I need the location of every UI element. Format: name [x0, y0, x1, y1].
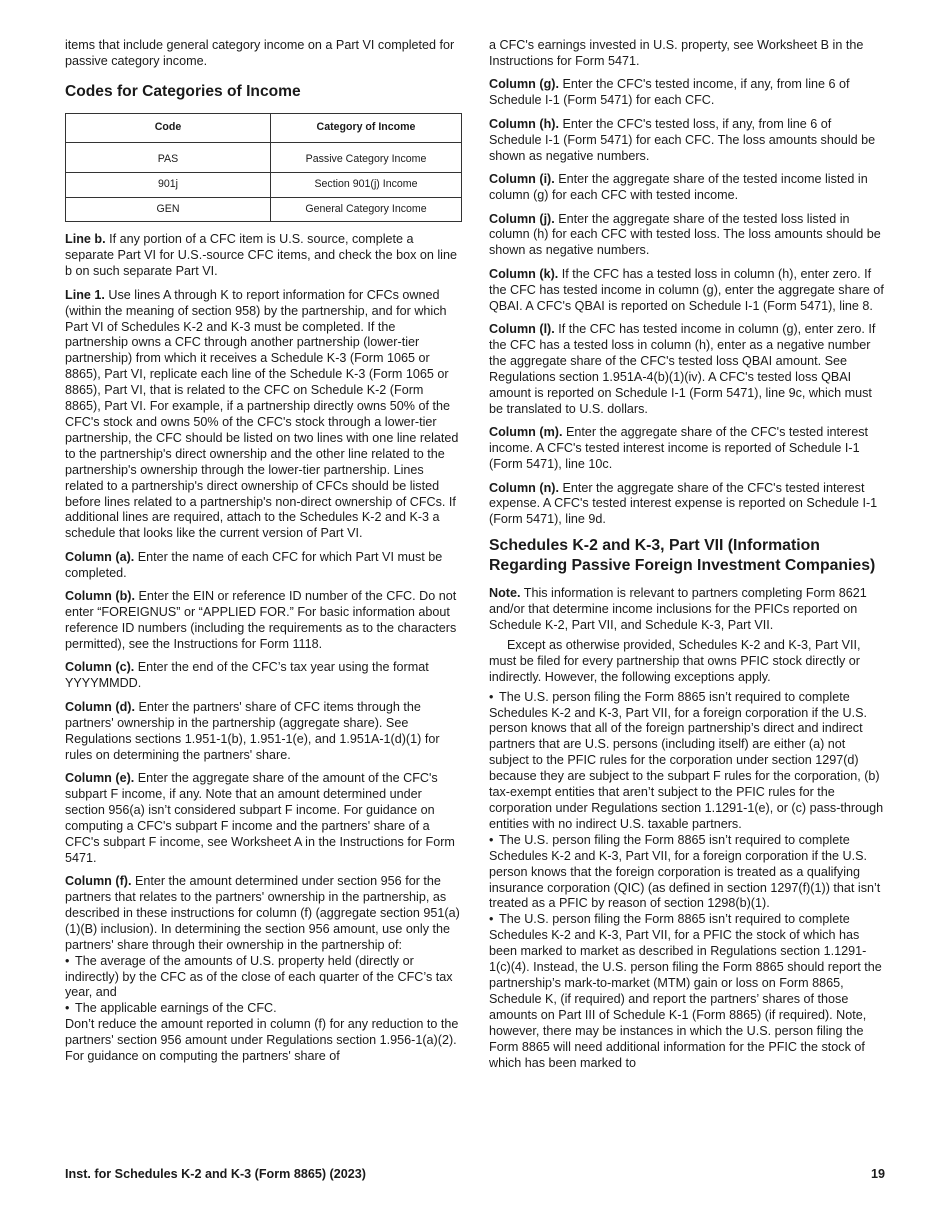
line-b-paragraph [65, 232, 460, 280]
right-column [489, 38, 884, 1071]
column-h-paragraph [489, 117, 884, 165]
paragraph-text: Enter the aggregate share of the tested income listed in column (g) for each CFC with tested income. [489, 172, 868, 203]
paragraph-text: Enter the aggregate share of the tested loss listed in column (h) for each CFC with tested loss. The loss amounts should be shown as negative numbers. [489, 211, 881, 258]
run-in-head: Note. [489, 586, 521, 601]
table-header-category: Category of Income [271, 113, 462, 142]
intro-text: items that include general category income on a Part VI completed for passive category income. [65, 38, 455, 68]
list-item [489, 912, 884, 1071]
paragraph-text: If any portion of a CFC item is U.S. source, complete a separate Part VI for U.S.-source CFC items, and check the box on line b on such separate Part VI. [65, 232, 457, 279]
run-in-head: Column (d). [65, 699, 135, 714]
paragraph-text: If the CFC has tested income in column (g), enter zero. If the CFC has a tested loss in column (h), enter as a negative number the aggregate share of the CFC's tested loss QBAI amount. See Regulations section 1.951A-4(b)(1)(iv). A CFC's tested loss QBAI amount is reported on Schedule I-1 (Form 5471), line 9c, which must be translated to U.S. dollars. [489, 322, 876, 416]
run-in-head: Column (m). [489, 425, 563, 440]
column-m-paragraph [489, 425, 884, 473]
paragraph-text: Enter the CFC's tested loss, if any, from line 6 of Schedule I-1 (Form 5471) for each CFC. The loss amounts should be shown as negative numbers. [489, 116, 876, 163]
table-cell-code: GEN [66, 197, 271, 222]
list-item-text: The U.S. person filing the Form 8865 isn’t required to complete Schedules K-2 and K-3, Part VII, for a foreign corporation if the U.S. person knows that all of the foreign partnership’s direct and indirect partners that are U.S. persons (including itself) are either (a) not subject to the PFIC rules for the corporation under section 1297(d) because they are subject to the subpart F rules for the corporation, (b) tax-exempt entities that aren’t subject to the PFIC rules for the corporation under Regulations section 1.1291-1(e), or (c) pass-through entities with no indirect U.S. taxable partners. [489, 689, 884, 831]
table-header-code: Code [66, 113, 271, 142]
paragraph-text: This information is relevant to partners completing Form 8621 and/or that determine income inclusions for the PFICs reported on Schedule K-2, Part VII, and Schedule K-3, Part VII. [489, 586, 867, 633]
column-f-paragraph [65, 874, 460, 954]
run-in-head: Column (h). [489, 116, 559, 131]
part-vii-heading: Schedules K-2 and K-3, Part VII (Information Regarding Passive Foreign Investment Companies) [489, 537, 876, 575]
run-in-head: Column (e). [65, 771, 135, 786]
column-k-paragraph [489, 267, 884, 315]
list-item [489, 690, 884, 833]
bullet-icon: • [489, 912, 494, 927]
paragraph-text: Enter the aggregate share of the CFC's tested interest income. A CFC's tested interest income is reported of Schedule I-1 (Form 5471), line 10c. [489, 425, 868, 471]
column-n-paragraph [489, 481, 884, 529]
run-in-head: Column (n). [489, 480, 559, 495]
run-in-head: Line b. [65, 232, 106, 247]
list-item-text: The U.S. person filing the Form 8865 isn’t required to complete Schedules K-2 and K-3, Part VII, for a foreign corporation if the U.S. person knows that the foreign corporation is treated as a qualifying insurance corporation (QIC) (as defined in section 1297(f)(1)) that isn’t treated as a PFIC by reason of section 1298(b)(1). [489, 832, 881, 911]
list-item-text: The applicable earnings of the CFC. [75, 1001, 277, 1016]
run-in-head: Column (b). [65, 589, 135, 604]
paragraph-text: Enter the amount determined under section 956 for the partners that relates to the partners' ownership in the partnership, as described in these instructions for column (f) (aggregate section 951(a)(1)(B) inclusion). In determining the section 956 amount, use only the partners' share through their ownership in the partnership of: [65, 874, 460, 952]
table-cell-category: Section 901(j) Income [271, 172, 462, 197]
run-in-head: Column (j). [489, 211, 555, 226]
list-item-text: The average of the amounts of U.S. property held (directly or indirectly) by the CFC as of the close of each quarter of the CFC’s tax year, and [65, 953, 453, 1000]
paragraph-text: Use lines A through K to report information for CFCs owned (within the meaning of section 958) by the partnership, and for which Part VI of Schedules K-2 and K-3 must be completed. If the partnership owns a CFC through another partnership (lower-tier partnership) from which it receives a Schedule K-3 (Form 1065 or 8865), Part VI, replicate each line of the Schedule K-3 (Form 1065 or 8865), Part VI, that is related to the CFC on Schedule K-2 (Form 8865), Part VI. For example, if a partnership directly owns 50% of the CFC's stock and owns 50% of the CFC's stock through a lower-tier partnership, the CFC should be listed on two lines with one line related to the partnership's direct ownership and the other line related to the partnership's ownership through the lower-tier partnership. Lines related to a partnership's direct ownership of CFCs should be listed before lines related to a partnership's non-direct ownership of CFCs. If additional lines are required, attach to the Schedules K-2 and K-3 a schedule that looks like the current version of Part VI. [65, 287, 459, 541]
column-d-paragraph [65, 700, 460, 764]
column-b-paragraph [65, 589, 460, 653]
run-in-head: Column (k). [489, 266, 559, 281]
continuation-text: a CFC's earnings invested in U.S. property, see Worksheet B in the Instructions for Form 5471. [489, 38, 864, 68]
column-e-paragraph [65, 771, 460, 866]
table-cell-code: PAS [66, 142, 271, 172]
table-row [66, 142, 462, 172]
paragraph-text: If the CFC has a tested loss in column (h), enter zero. If the CFC has tested income in column (g), enter the aggregate share of QBAI. A CFC's QBAI is reported on Schedule I-1 (Form 5471), line 8. [489, 266, 884, 313]
paragraph-text: Enter the end of the CFC’s tax year using the format YYYYMMDD. [65, 660, 429, 691]
column-j-paragraph [489, 212, 884, 260]
run-in-head: Column (g). [489, 77, 559, 92]
column-i-paragraph [489, 172, 884, 204]
table-cell-code: 901j [66, 172, 271, 197]
column-c-paragraph [65, 660, 460, 692]
run-in-head: Column (f). [65, 874, 132, 889]
table-header-row [66, 113, 462, 142]
page-number: 19 [870, 1167, 885, 1181]
column-a-paragraph [65, 550, 460, 582]
run-in-head: Line 1. [65, 287, 105, 302]
paragraph-text: Enter the aggregate share of the amount of the CFC's subpart F income, if any. Note that an amount determined under section 956(a) isn’t considered subpart F income. For guidance on computing a CFC's subpart F income and the partners' share of a CFC's subpart F income, see Worksheet A in the Instructions for Form 5471. [65, 771, 455, 865]
run-in-head: Column (i). [489, 172, 555, 187]
footer-title: Inst. for Schedules K-2 and K-3 (Form 8865) (2023) [65, 1167, 366, 1181]
codes-heading: Codes for Categories of Income [65, 82, 301, 100]
table-cell-category: Passive Category Income [271, 142, 462, 172]
bullet-icon: • [65, 1001, 70, 1016]
paragraph-text: Enter the partners' share of CFC items through the partners' ownership in the partnership (aggregate share). See Regulations sections 1.951-1(b), 1.951-1(e), and 1.951A-1(d)(1) for rules on determining the partners' share. [65, 699, 440, 762]
column-g-paragraph [489, 77, 884, 109]
left-column [65, 38, 460, 1073]
list-item [65, 1001, 460, 1017]
line-1-paragraph [65, 288, 460, 543]
list-item [489, 833, 884, 913]
codes-table [65, 113, 462, 223]
column-l-paragraph [489, 322, 884, 417]
exceptions-paragraph: Except as otherwise provided, Schedules K-2 and K-3, Part VII, must be filed for every partnership that owns PFIC stock directly or indirectly. However, the following exceptions apply. [489, 637, 861, 684]
paragraph-text: Enter the aggregate share of the CFC's tested interest expense. A CFC's tested interest expense is reported on Schedule I-1 (Form 5471), line 9d. [489, 480, 878, 527]
list-item-text: The U.S. person filing the Form 8865 isn’t required to complete Schedules K-2 and K-3, Part VII, for a PFIC the stock of which has been marked to market as described in Regulations section 1.1291-1(c)(4). Instead, the U.S. person filing the Form 8865 should report the partnership’s mark-to-market (MTM) gain or loss on Form 8865, Schedule K, (if required) and report the partners’ shares of those amounts on Part III of Schedule K-1 (Form 8865) (if required). Note, however, there may be instances in which the U.S. person filing the Form 8865 will need additional information for the PFIC the stock of which has been marked to [489, 912, 882, 1070]
bullet-icon: • [489, 832, 494, 847]
paragraph-text: Enter the name of each CFC for which Part VI must be completed. [65, 549, 443, 580]
column-f-continuation: Don’t reduce the amount reported in column (f) for any reduction to the partners' section 956 amount under Regulations section 1.956-1(a)(2). For guidance on computing the partners' share of [65, 1017, 459, 1064]
bullet-icon: • [489, 689, 494, 704]
run-in-head: Column (c). [65, 660, 135, 675]
table-row [66, 172, 462, 197]
run-in-head: Column (a). [65, 549, 135, 564]
note-paragraph [489, 586, 884, 634]
bullet-icon: • [65, 953, 70, 968]
run-in-head: Column (l). [489, 322, 555, 337]
table-row [66, 197, 462, 222]
table-cell-category: General Category Income [271, 197, 462, 222]
paragraph-text: Enter the EIN or reference ID number of the CFC. Do not enter “FOREIGNUS” or “APPLIED FOR.” For basic information about reference ID numbers (including the requirements as to the characters permitted), see the Instructions for Form 1118. [65, 589, 457, 651]
list-item [65, 954, 460, 1002]
paragraph-text: Enter the CFC's tested income, if any, from line 6 of Schedule I-1 (Form 5471) for each CFC. [489, 77, 850, 108]
